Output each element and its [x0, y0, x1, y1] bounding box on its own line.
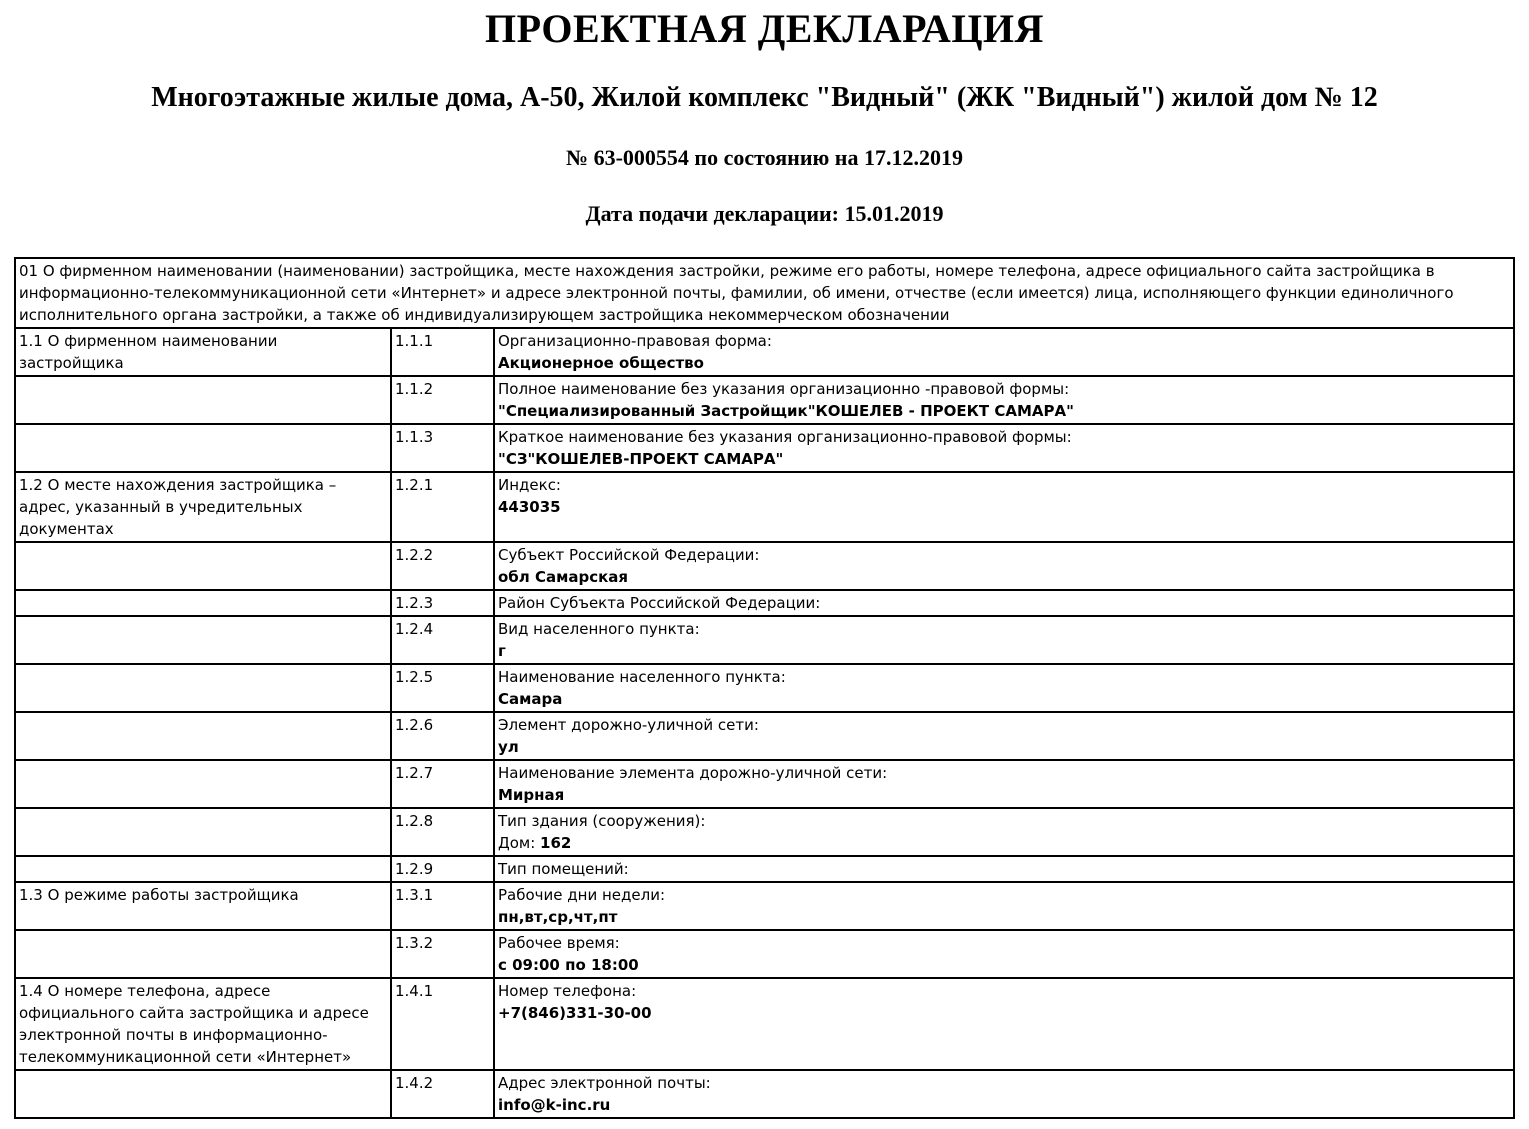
info-value-line [498, 906, 1509, 928]
code-cell [391, 376, 494, 424]
code-label: 1.2.2 [395, 546, 434, 564]
section-header-text: 01 О фирменном наименовании (наименовании) застройщика, месте нахождения застройки, режиме его работы, номере телефона, адресе официального сайта застройщика в информационно-телекоммуникационной сети «Интернет» и адресе электронной почты, фамилии, об имени, отчестве (если имеется) лица, исполняющего функции единоличного исполнительного органа застройки, а также об индивидуализирующем застройщика некоммерческом обозначении [15, 258, 1514, 328]
code-label: 1.1.3 [395, 428, 434, 446]
group-cell [15, 616, 391, 664]
declaration-date: Дата подачи декларации: 15.01.2019 [585, 201, 944, 226]
code-cell [391, 978, 494, 1070]
info-value-line [498, 1094, 1509, 1116]
info-cell [494, 978, 1514, 1070]
info-value: Мирная [498, 786, 565, 804]
table-row [15, 760, 1514, 808]
table-row [15, 1070, 1514, 1118]
info-value: 443035 [498, 498, 561, 516]
info-value: "Специализированный Застройщик"КОШЕЛЕВ - ПРОЕКТ САМАРА" [498, 402, 1074, 420]
info-cell [494, 376, 1514, 424]
group-cell [15, 808, 391, 856]
project-subtitle: Многоэтажные жилые дома, А-50, Жилой комплекс "Видный" (ЖК "Видный") жилой дом № 12 [151, 82, 1378, 113]
code-label: 1.2.1 [395, 476, 434, 494]
info-value-line [498, 640, 1509, 662]
info-label: Наименование населенного пункта: [498, 668, 786, 686]
info-value: пн,вт,ср,чт,пт [498, 908, 618, 926]
table-row [15, 328, 1514, 376]
code-label: 1.2.4 [395, 620, 434, 638]
info-value-line [498, 784, 1509, 806]
info-value: г [498, 642, 506, 660]
info-label: Адрес электронной почты: [498, 1074, 711, 1092]
info-value-line [498, 954, 1509, 976]
info-label: Тип здания (сооружения): [498, 812, 706, 830]
info-label: Индекс: [498, 476, 561, 494]
group-cell [15, 1070, 391, 1118]
code-cell [391, 472, 494, 542]
table-row [15, 590, 1514, 616]
table-row [15, 376, 1514, 424]
table-row [15, 856, 1514, 882]
code-label: 1.2.9 [395, 860, 434, 878]
code-cell [391, 856, 494, 882]
group-cell [15, 760, 391, 808]
group-label: 1.3 О режиме работы застройщика [19, 886, 299, 904]
code-label: 1.1.2 [395, 380, 434, 398]
info-value-line [498, 352, 1509, 374]
code-cell [391, 590, 494, 616]
info-cell [494, 664, 1514, 712]
info-cell [494, 590, 1514, 616]
code-cell [391, 930, 494, 978]
info-label: Район Субъекта Российской Федерации: [498, 594, 821, 612]
document-page [0, 6, 1529, 1129]
group-cell [15, 664, 391, 712]
group-cell [15, 424, 391, 472]
group-cell [15, 882, 391, 930]
info-value-line [498, 400, 1509, 422]
info-value: с 09:00 по 18:00 [498, 956, 639, 974]
info-value-line [498, 496, 1509, 518]
code-label: 1.2.6 [395, 716, 434, 734]
group-label: 1.1 О фирменном наименовании застройщика [19, 332, 278, 372]
info-label: Элемент дорожно-уличной сети: [498, 716, 759, 734]
info-label: Полное наименование без указания организационно -правовой формы: [498, 380, 1070, 398]
table-row [15, 712, 1514, 760]
group-cell [15, 542, 391, 590]
info-value-line [498, 736, 1509, 758]
document-header [14, 6, 1515, 227]
table-row [15, 542, 1514, 590]
code-cell [391, 760, 494, 808]
info-value: ул [498, 738, 519, 756]
group-cell [15, 376, 391, 424]
info-label: Рабочее время: [498, 934, 620, 952]
section-header-row [15, 258, 1514, 328]
info-value-line [498, 688, 1509, 710]
group-cell [15, 978, 391, 1070]
info-value: info@k-inc.ru [498, 1096, 611, 1114]
group-cell [15, 472, 391, 542]
info-label: Номер телефона: [498, 982, 637, 1000]
group-label: 1.2 О месте нахождения застройщика – адрес, указанный в учредительных документах [19, 476, 337, 538]
table-row [15, 930, 1514, 978]
declaration-table [14, 257, 1515, 1119]
info-cell [494, 542, 1514, 590]
info-cell [494, 760, 1514, 808]
code-label: 1.1.1 [395, 332, 434, 350]
info-value: +7(846)331-30-00 [498, 1004, 652, 1022]
group-cell [15, 590, 391, 616]
code-cell [391, 882, 494, 930]
group-label: 1.4 О номере телефона, адресе официального сайта застройщика и адресе электронной почты в информационно-телекоммуникационной сети «Интернет» [19, 982, 369, 1066]
info-value: 162 [540, 834, 572, 852]
info-value-line [498, 448, 1509, 470]
code-label: 1.4.1 [395, 982, 434, 1000]
code-label: 1.2.8 [395, 812, 434, 830]
declaration-table-body [15, 258, 1514, 1118]
table-row [15, 808, 1514, 856]
info-label: Рабочие дни недели: [498, 886, 665, 904]
code-cell [391, 712, 494, 760]
info-label: Вид населенного пункта: [498, 620, 700, 638]
info-value: Акционерное общество [498, 354, 704, 372]
table-row [15, 882, 1514, 930]
code-cell [391, 664, 494, 712]
info-cell [494, 1070, 1514, 1118]
code-label: 1.2.7 [395, 764, 434, 782]
code-cell [391, 424, 494, 472]
info-cell [494, 712, 1514, 760]
code-cell [391, 542, 494, 590]
code-label: 1.2.3 [395, 594, 434, 612]
code-cell [391, 328, 494, 376]
code-label: 1.3.2 [395, 934, 434, 952]
info-label: Тип помещений: [498, 860, 629, 878]
info-value-line [498, 566, 1509, 588]
declaration-number: № 63-000554 по состоянию на 17.12.2019 [566, 145, 963, 170]
table-row [15, 978, 1514, 1070]
info-cell [494, 472, 1514, 542]
info-cell [494, 424, 1514, 472]
info-cell [494, 328, 1514, 376]
code-label: 1.3.1 [395, 886, 434, 904]
info-value: "СЗ"КОШЕЛЕВ-ПРОЕКТ САМАРА" [498, 450, 784, 468]
info-cell [494, 882, 1514, 930]
info-value: Самара [498, 690, 563, 708]
table-row [15, 616, 1514, 664]
table-row [15, 472, 1514, 542]
code-label: 1.2.5 [395, 668, 434, 686]
group-cell [15, 930, 391, 978]
info-label: Субъект Российской Федерации: [498, 546, 760, 564]
info-label: Организационно-правовая форма: [498, 332, 772, 350]
code-cell [391, 808, 494, 856]
info-label: Краткое наименование без указания организационно-правовой формы: [498, 428, 1072, 446]
table-row [15, 664, 1514, 712]
info-value: обл Самарская [498, 568, 629, 586]
page-title: ПРОЕКТНАЯ ДЕКЛАРАЦИЯ [485, 6, 1044, 51]
group-cell [15, 328, 391, 376]
code-cell [391, 616, 494, 664]
info-cell [494, 616, 1514, 664]
code-cell [391, 1070, 494, 1118]
table-row [15, 424, 1514, 472]
code-label: 1.4.2 [395, 1074, 434, 1092]
info-cell [494, 808, 1514, 856]
info-cell [494, 930, 1514, 978]
info-label: Наименование элемента дорожно-уличной сети: [498, 764, 888, 782]
group-cell [15, 712, 391, 760]
group-cell [15, 856, 391, 882]
info-value-prefix: Дом: [498, 834, 541, 852]
info-value-line [498, 832, 1509, 854]
info-cell [494, 856, 1514, 882]
info-value-line [498, 1002, 1509, 1024]
